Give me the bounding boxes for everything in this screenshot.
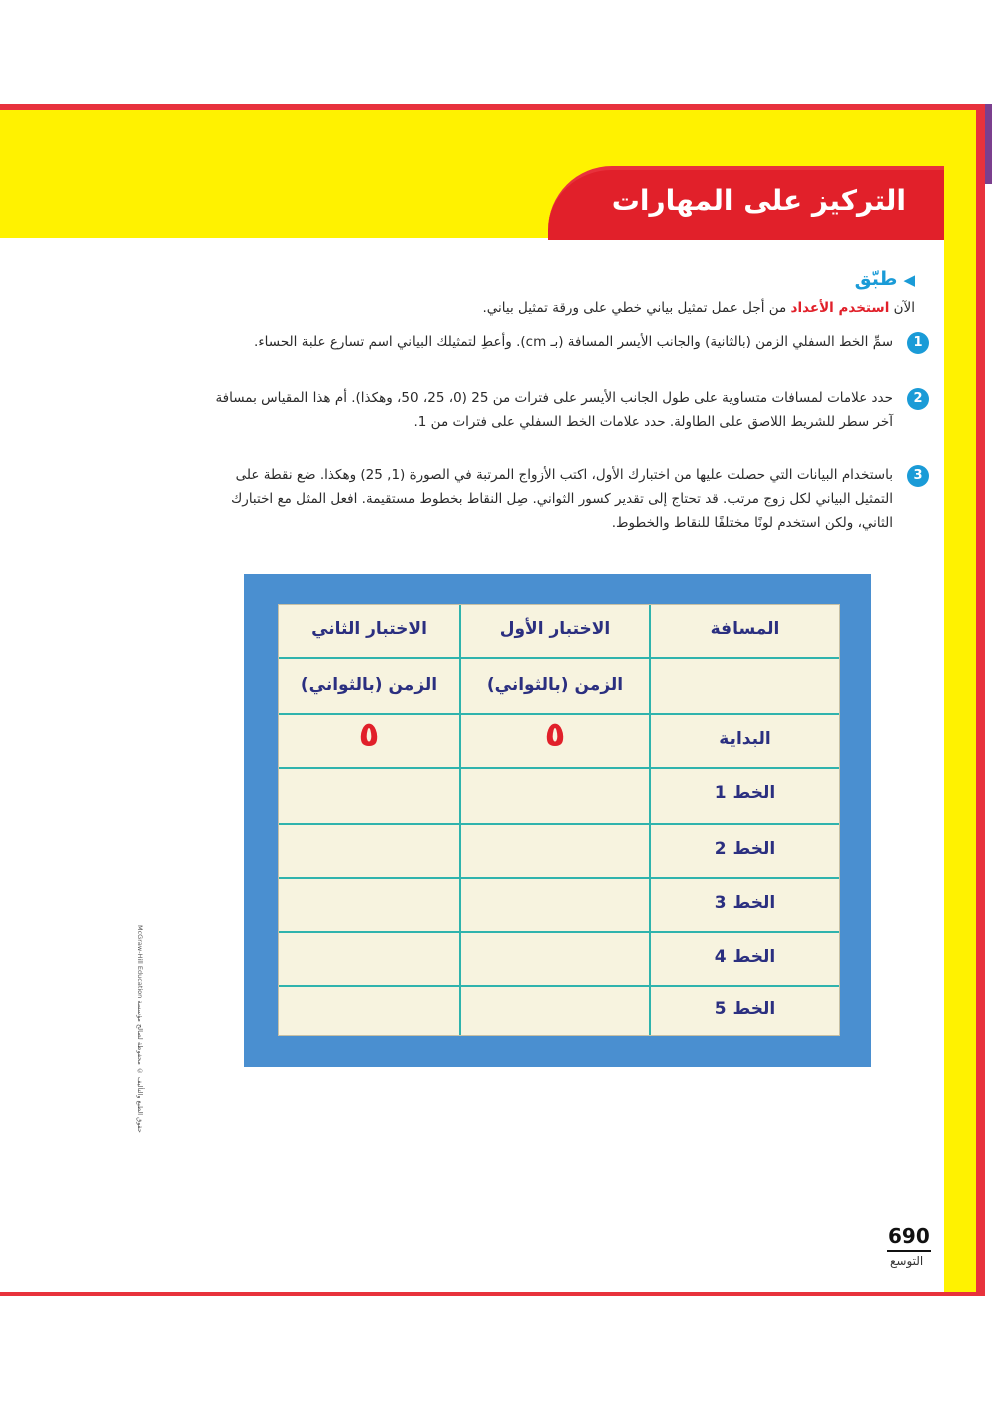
- grid-line: [279, 931, 839, 933]
- trial-1-value: ٥: [544, 715, 566, 755]
- row-label: الخط 2: [714, 839, 776, 859]
- grid-line: [459, 605, 461, 1035]
- intro-before: الآن: [889, 300, 915, 316]
- intro-after: من أجل عمل تمثيل بياني خطي على ورقة تمثيل بياني.: [482, 300, 791, 316]
- header-distance: المسافة: [710, 619, 780, 639]
- arrow-left-icon: ◀: [903, 271, 915, 289]
- frame-bottom-border: [0, 1292, 985, 1296]
- grid-line: [279, 877, 839, 879]
- page-label: التوسع: [890, 1254, 924, 1268]
- step-text: حدد علامات لمسافات متساوية على طول الجانب الأيسر على فترات من 25 (0، 25، 50، وهكذا). أم هذا المقياس بمسافة آخر سطر للشريط اللاصق على الطاولة. حدد علامات الخط السفلي على فترات من 1.: [215, 390, 893, 430]
- row-label: الخط 5: [714, 999, 776, 1019]
- row-label: الخط 4: [714, 947, 776, 967]
- page-title: التركيز على المهارات: [611, 184, 906, 217]
- trial-2-value: ٥: [358, 715, 380, 755]
- intro-accent: استخدم الأعداد: [790, 300, 890, 316]
- header-time-unit: الزمن (بالثواني): [300, 675, 438, 695]
- header-time-unit: الزمن (بالثواني): [486, 675, 624, 695]
- right-margin-band: [944, 110, 976, 1295]
- step-2: [205, 386, 923, 434]
- step-1: [205, 330, 923, 354]
- step-text: سمِّ الخط السفلي الزمن (بالثانية) والجانب الأيسر المسافة (بـ cm). وأعطِ لتمثيلك البياني اسم تسارع علبة الحساء.: [254, 334, 893, 350]
- page-number-rule: [887, 1250, 931, 1252]
- section-heading: [205, 268, 915, 290]
- data-table: [278, 604, 840, 1036]
- copyright-credit: McGraw-Hill Education حقوق الطبع والتأليف © محفوظة لصالح مؤسسة: [136, 925, 144, 1133]
- grid-line: [649, 605, 651, 1035]
- row-label: الخط 3: [714, 893, 776, 913]
- section-heading-text: طبّق: [854, 268, 898, 290]
- page-number: 690: [888, 1224, 930, 1248]
- right-edge-border: [976, 104, 985, 1295]
- row-label: الخط 1: [714, 783, 776, 803]
- grid-line: [279, 767, 839, 769]
- step-text: باستخدام البيانات التي حصلت عليها من اختبارك الأول، اكتب الأزواج المرتبة في الصورة (1, 25) وهكذا. ضع نقطة على التمثيل البياني لكل زوج مرتب. قد تحتاج إلى تقدير كسور الثواني. صِل النقاط بخطوط مستقيمة. افعل المثل مع اختبارك الثاني، ولكن استخدم لونًا مختلفًا للنقاط والخطوط.: [231, 467, 893, 531]
- header-trial-1: الاختبار الأول: [499, 619, 611, 639]
- grid-line: [279, 985, 839, 987]
- step-number-badge: 2: [907, 388, 929, 410]
- header-trial-2: الاختبار الثاني: [311, 619, 427, 639]
- intro-text: [205, 300, 915, 316]
- grid-line: [279, 657, 839, 659]
- data-table-photo: [244, 574, 871, 1067]
- chapter-tab: [985, 104, 992, 184]
- grid-line: [279, 823, 839, 825]
- step-3: [205, 463, 923, 535]
- row-label: البداية: [719, 729, 771, 749]
- title-banner: [548, 166, 944, 240]
- step-number-badge: 3: [907, 465, 929, 487]
- step-number-badge: 1: [907, 332, 929, 354]
